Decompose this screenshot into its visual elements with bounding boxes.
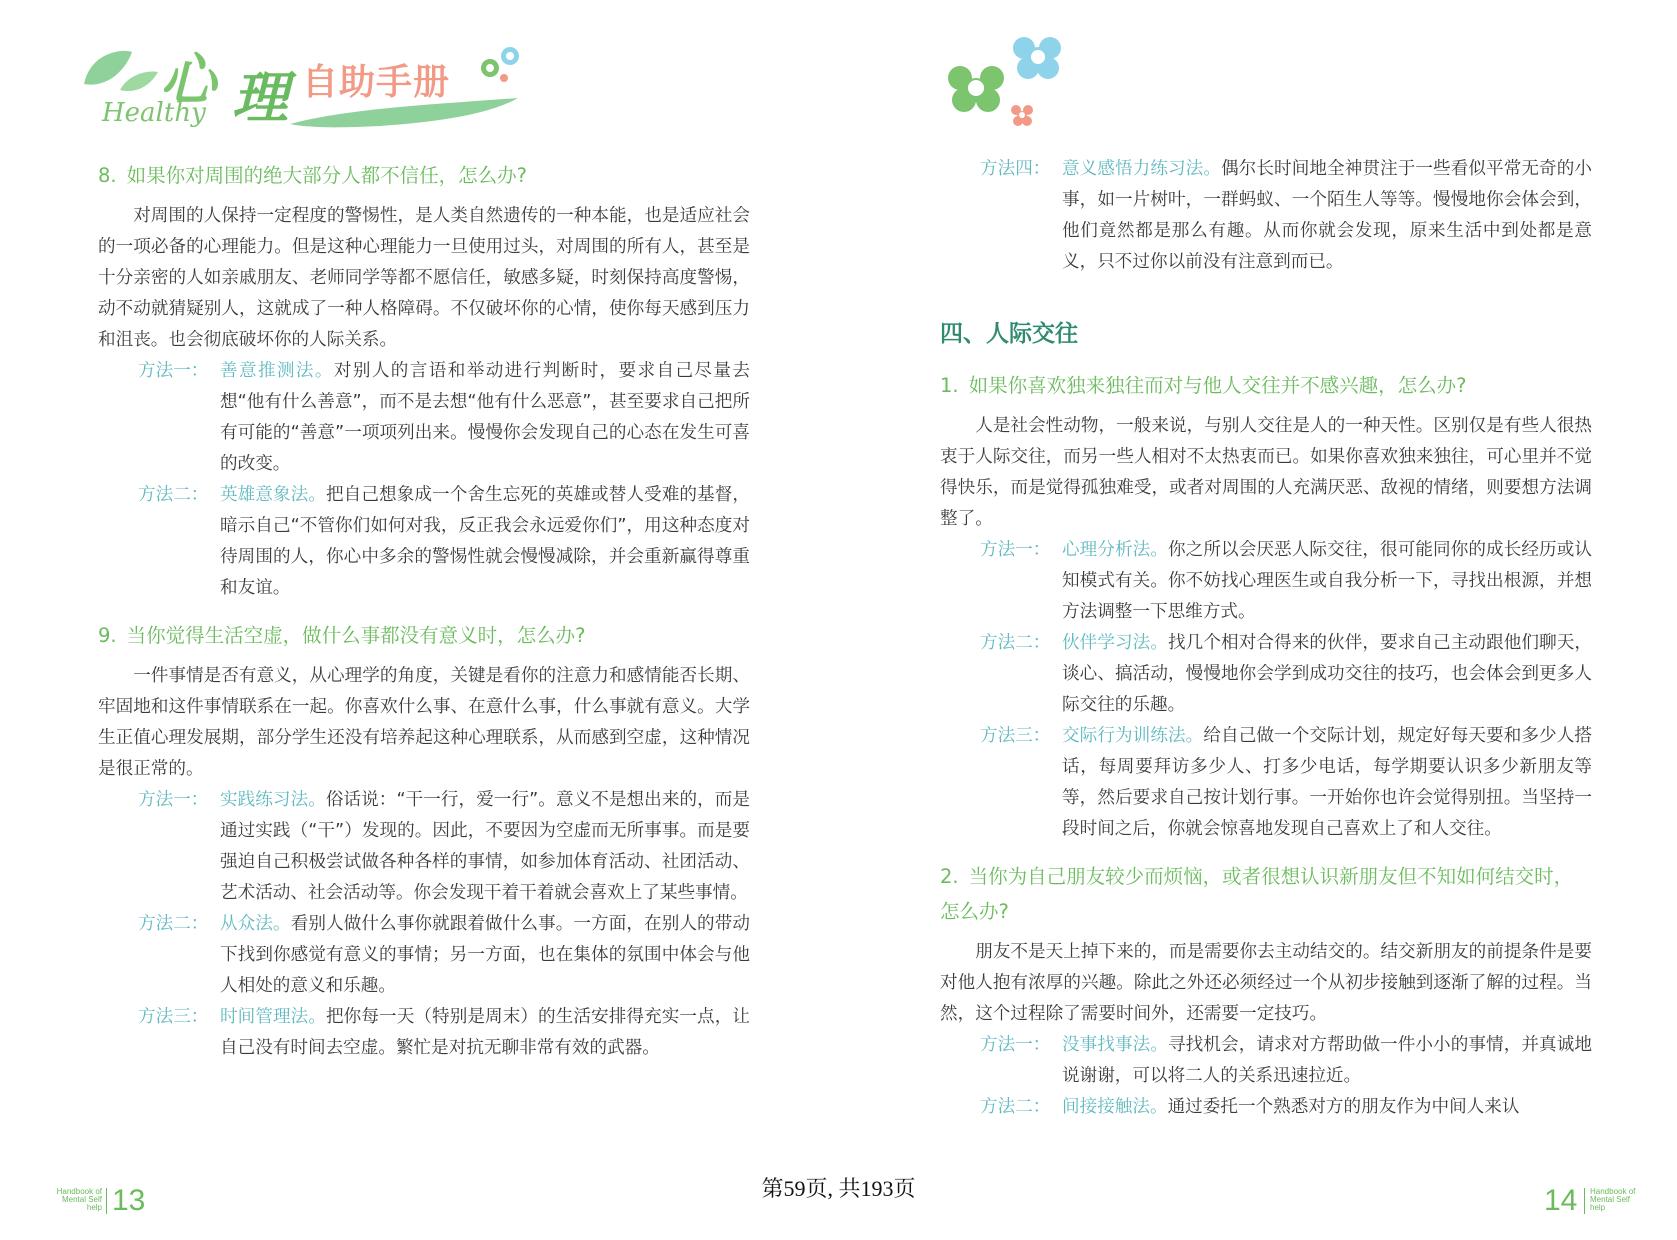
method-text: 俗话说：“干一行，爱一行”。意义不是想出来的，而是通过实践（“干”）发现的。因此，不要因为空虚而无所事事。而是要强迫自己积极尝试做各种各样的事情，如参加体育活动、社团活动、艺术活动、社会活动等。你会发现干着干着就会喜欢上了某些事情。 — [220, 790, 750, 903]
method-body — [1062, 154, 1592, 278]
paragraph: 朋友不是天上掉下来的，而是需要你去主动结交的。结交新朋友的前提条件是要对他人抱有浓厚的兴趣。除此之外还必须经过一个从初步接触到逐渐了解的过程。当然，这个过程除了需要时间外，还需要一定技巧。 — [940, 942, 1592, 1024]
question-text: 当你觉得生活空虚，做什么事都没有意义时，怎么办? — [126, 624, 586, 647]
method-name: 时间管理法。 — [220, 1007, 327, 1027]
handbook-line: Handbook of — [56, 1187, 102, 1196]
method-tag: 方法二： — [138, 914, 209, 934]
method-body — [1062, 1030, 1592, 1092]
left-page — [0, 0, 838, 1240]
method-tag: 方法一： — [980, 540, 1051, 560]
leaf-icon — [80, 44, 160, 104]
method-tag: 方法一： — [138, 790, 209, 810]
method-item — [940, 721, 1592, 845]
method-text: 偶尔长时间地全神贯注于一些看似平常无奇的小事，如一片树叶，一群蚂蚁、一个陌生人等等。慢慢地你会体会到，他们竟然都是那么有趣。从而你就会发现，原来生活中到处都是意义，只不过你以前没有注意到而已。 — [1062, 159, 1592, 272]
method-tag: 方法一： — [138, 361, 209, 381]
page-counter: 第59页, 共193页 — [761, 1176, 916, 1201]
question-text: 当你为自己朋友较少而烦恼，或者很想认识新朋友但不知如何结交时，怎么办? — [940, 865, 1574, 923]
logo-char-xin: 心 — [160, 47, 216, 113]
method-body — [1062, 535, 1592, 628]
method-body — [220, 1002, 750, 1064]
method-text: 找几个相对合得来的伙伴，要求自己主动跟他们聊天，谈心、搞活动，慢慢地你会学到成功交往的技巧，也会体会到更多人际交往的乐趣。 — [1062, 633, 1592, 715]
method-name: 伙伴学习法。 — [1062, 633, 1169, 653]
paragraph: 人是社会性动物，一般来说，与别人交往是人的一种天性。区别仅是有些人很热衷于人际交往，而另一些人相对不太热衷而已。如果你喜欢独来独往，可心里并不觉得快乐，而是觉得孤独难受，或者对周围的人充满厌恶、敌视的情绪，则要想方法调整了。 — [940, 416, 1592, 529]
method-item — [940, 154, 1592, 278]
method-name: 交际行为训练法。 — [1062, 726, 1204, 746]
method-text: 对别人的言语和举动进行判断时，要求自己尽量去想“他有什么善意”，而不是去想“他有什么恶意”，甚至要求自己把所有可能的“善意”一项项列出来。慢慢你会发现自己的心态在发生可喜的改变。 — [220, 361, 750, 474]
method-text: 把自己想象成一个舍生忘死的英雄或替人受难的基督，暗示自己“不管你们如何对我，反正我会永远爱你们”，用这种态度对待周围的人，你心中多余的警惕性就会慢慢减除，并会重新赢得尊重和友谊。 — [220, 485, 750, 598]
method-text: 通过委托一个熟悉对方的朋友作为中间人来认 — [1167, 1097, 1520, 1117]
method-text: 把你每一天（特别是周末）的生活安排得充实一点，让自己没有时间去空虚。繁忙是对抗无聊非常有效的武器。 — [220, 1007, 750, 1058]
method-item — [940, 628, 1592, 721]
method-name: 英雄意象法。 — [220, 485, 327, 505]
left-column — [98, 158, 750, 1064]
method-item — [98, 785, 750, 909]
right-column — [940, 154, 1592, 1123]
method-item — [940, 1030, 1592, 1092]
question-number: 2. — [940, 865, 959, 888]
method-tag: 方法四： — [980, 159, 1051, 179]
logo-script-healthy: Healthy — [102, 98, 206, 128]
question-number: 9. — [98, 624, 117, 647]
method-name: 意义感悟力练习法。 — [1062, 159, 1222, 179]
method-tag: 方法二： — [980, 1097, 1051, 1117]
method-tag: 方法二： — [138, 485, 209, 505]
page-number: 13 — [112, 1184, 146, 1217]
handbook-line: Mental Self — [1590, 1195, 1631, 1204]
method-text: 看别人做什么事你就跟着做什么事。一方面，在别人的带动下找到你感觉有意义的事情；另一方面，也在集体的氛围中体会与他人相处的意义和乐趣。 — [220, 914, 750, 996]
method-tag: 方法一： — [980, 1035, 1051, 1055]
section-title: 四、人际交往 — [940, 321, 1078, 347]
method-body — [1062, 721, 1592, 845]
method-body — [1062, 1092, 1592, 1123]
logo-char-li: 理 — [232, 65, 288, 131]
method-tag: 方法三： — [980, 726, 1051, 746]
question-title — [940, 368, 1592, 403]
flower-icon — [476, 44, 526, 88]
method-item — [98, 356, 750, 480]
question-number: 8. — [98, 164, 117, 187]
method-text: 给自己做一个交际计划，规定好每天要和多少人搭话，每周要拜访多少人、打多少电话，每学期要认识多少新朋友等等，然后要求自己按计划行事。一开始你也许会觉得别扭。当坚持一段时间之后，你就会惊喜地发现自己喜欢上了和人交往。 — [1062, 726, 1592, 839]
right-page — [838, 0, 1677, 1240]
page-number: 14 — [1544, 1184, 1578, 1217]
handbook-line: Mental Self — [61, 1195, 102, 1204]
question-text: 如果你对周围的绝大部分人都不信任，怎么办? — [126, 164, 527, 187]
method-body — [220, 909, 750, 1002]
method-item — [98, 909, 750, 1002]
question-title — [940, 859, 1592, 929]
method-item — [98, 1002, 750, 1064]
question-title — [98, 618, 750, 653]
handbook-line: help — [1590, 1203, 1606, 1212]
handbook-line: Handbook of — [1590, 1187, 1636, 1196]
method-name: 实践练习法。 — [220, 790, 326, 810]
method-name: 间接接触法。 — [1062, 1097, 1168, 1117]
method-item — [98, 480, 750, 604]
paragraph: 一件事情是否有意义，从心理学的角度，关键是看你的注意力和感情能否长期、牢固地和这件事情联系在一起。你喜欢什么事、在意什么事，什么事就有意义。大学生正值心理发展期，部分学生还没有培养起这种心理联系，从而感到空虚，这种情况是很正常的。 — [98, 666, 750, 779]
method-tag: 方法二： — [980, 633, 1051, 653]
method-name: 善意推测法。 — [220, 361, 334, 381]
method-text: 你之所以会厌恶人际交往，很可能同你的成长经历或认知模式有关。你不妨找心理医生或自我分析一下，寻找出根源，并想方法调整一下思维方式。 — [1062, 540, 1592, 622]
question-text: 如果你喜欢独来独往而对与他人交往并不感兴趣，怎么办? — [968, 374, 1467, 397]
method-text: 寻找机会，请求对方帮助做一件小小的事情，并真诚地说谢谢，可以将二人的关系迅速拉近。 — [1062, 1035, 1592, 1086]
method-item — [940, 535, 1592, 628]
handbook-logo — [80, 36, 560, 136]
flower-icon — [942, 28, 1062, 128]
question-number: 1. — [940, 374, 959, 397]
handbook-line: help — [86, 1203, 102, 1212]
method-body — [220, 785, 750, 909]
method-item — [940, 1092, 1592, 1123]
paragraph: 对周围的人保持一定程度的警惕性，是人类自然遗传的一种本能，也是适应社会的一项必备的心理能力。但是这种心理能力一旦使用过头，对周围的所有人，甚至是十分亲密的人如亲戚朋友、老师同学等都不愿信任，敏感多疑，时刻保持高度警惕，动不动就猜疑别人，这就成了一种人格障碍。不仅破坏你的心情，使你每天感到压力和沮丧。也会彻底破坏你的人际关系。 — [98, 206, 750, 350]
method-body — [220, 480, 750, 604]
method-name: 心理分析法。 — [1062, 540, 1169, 560]
method-tag: 方法三： — [138, 1007, 209, 1027]
swoosh-decoration — [290, 94, 520, 130]
logo-subtitle: 自助手册 — [302, 62, 451, 103]
method-body — [220, 356, 750, 480]
method-name: 从众法。 — [220, 914, 291, 934]
method-body — [1062, 628, 1592, 721]
question-title — [98, 158, 750, 193]
method-name: 没事找事法。 — [1062, 1035, 1169, 1055]
